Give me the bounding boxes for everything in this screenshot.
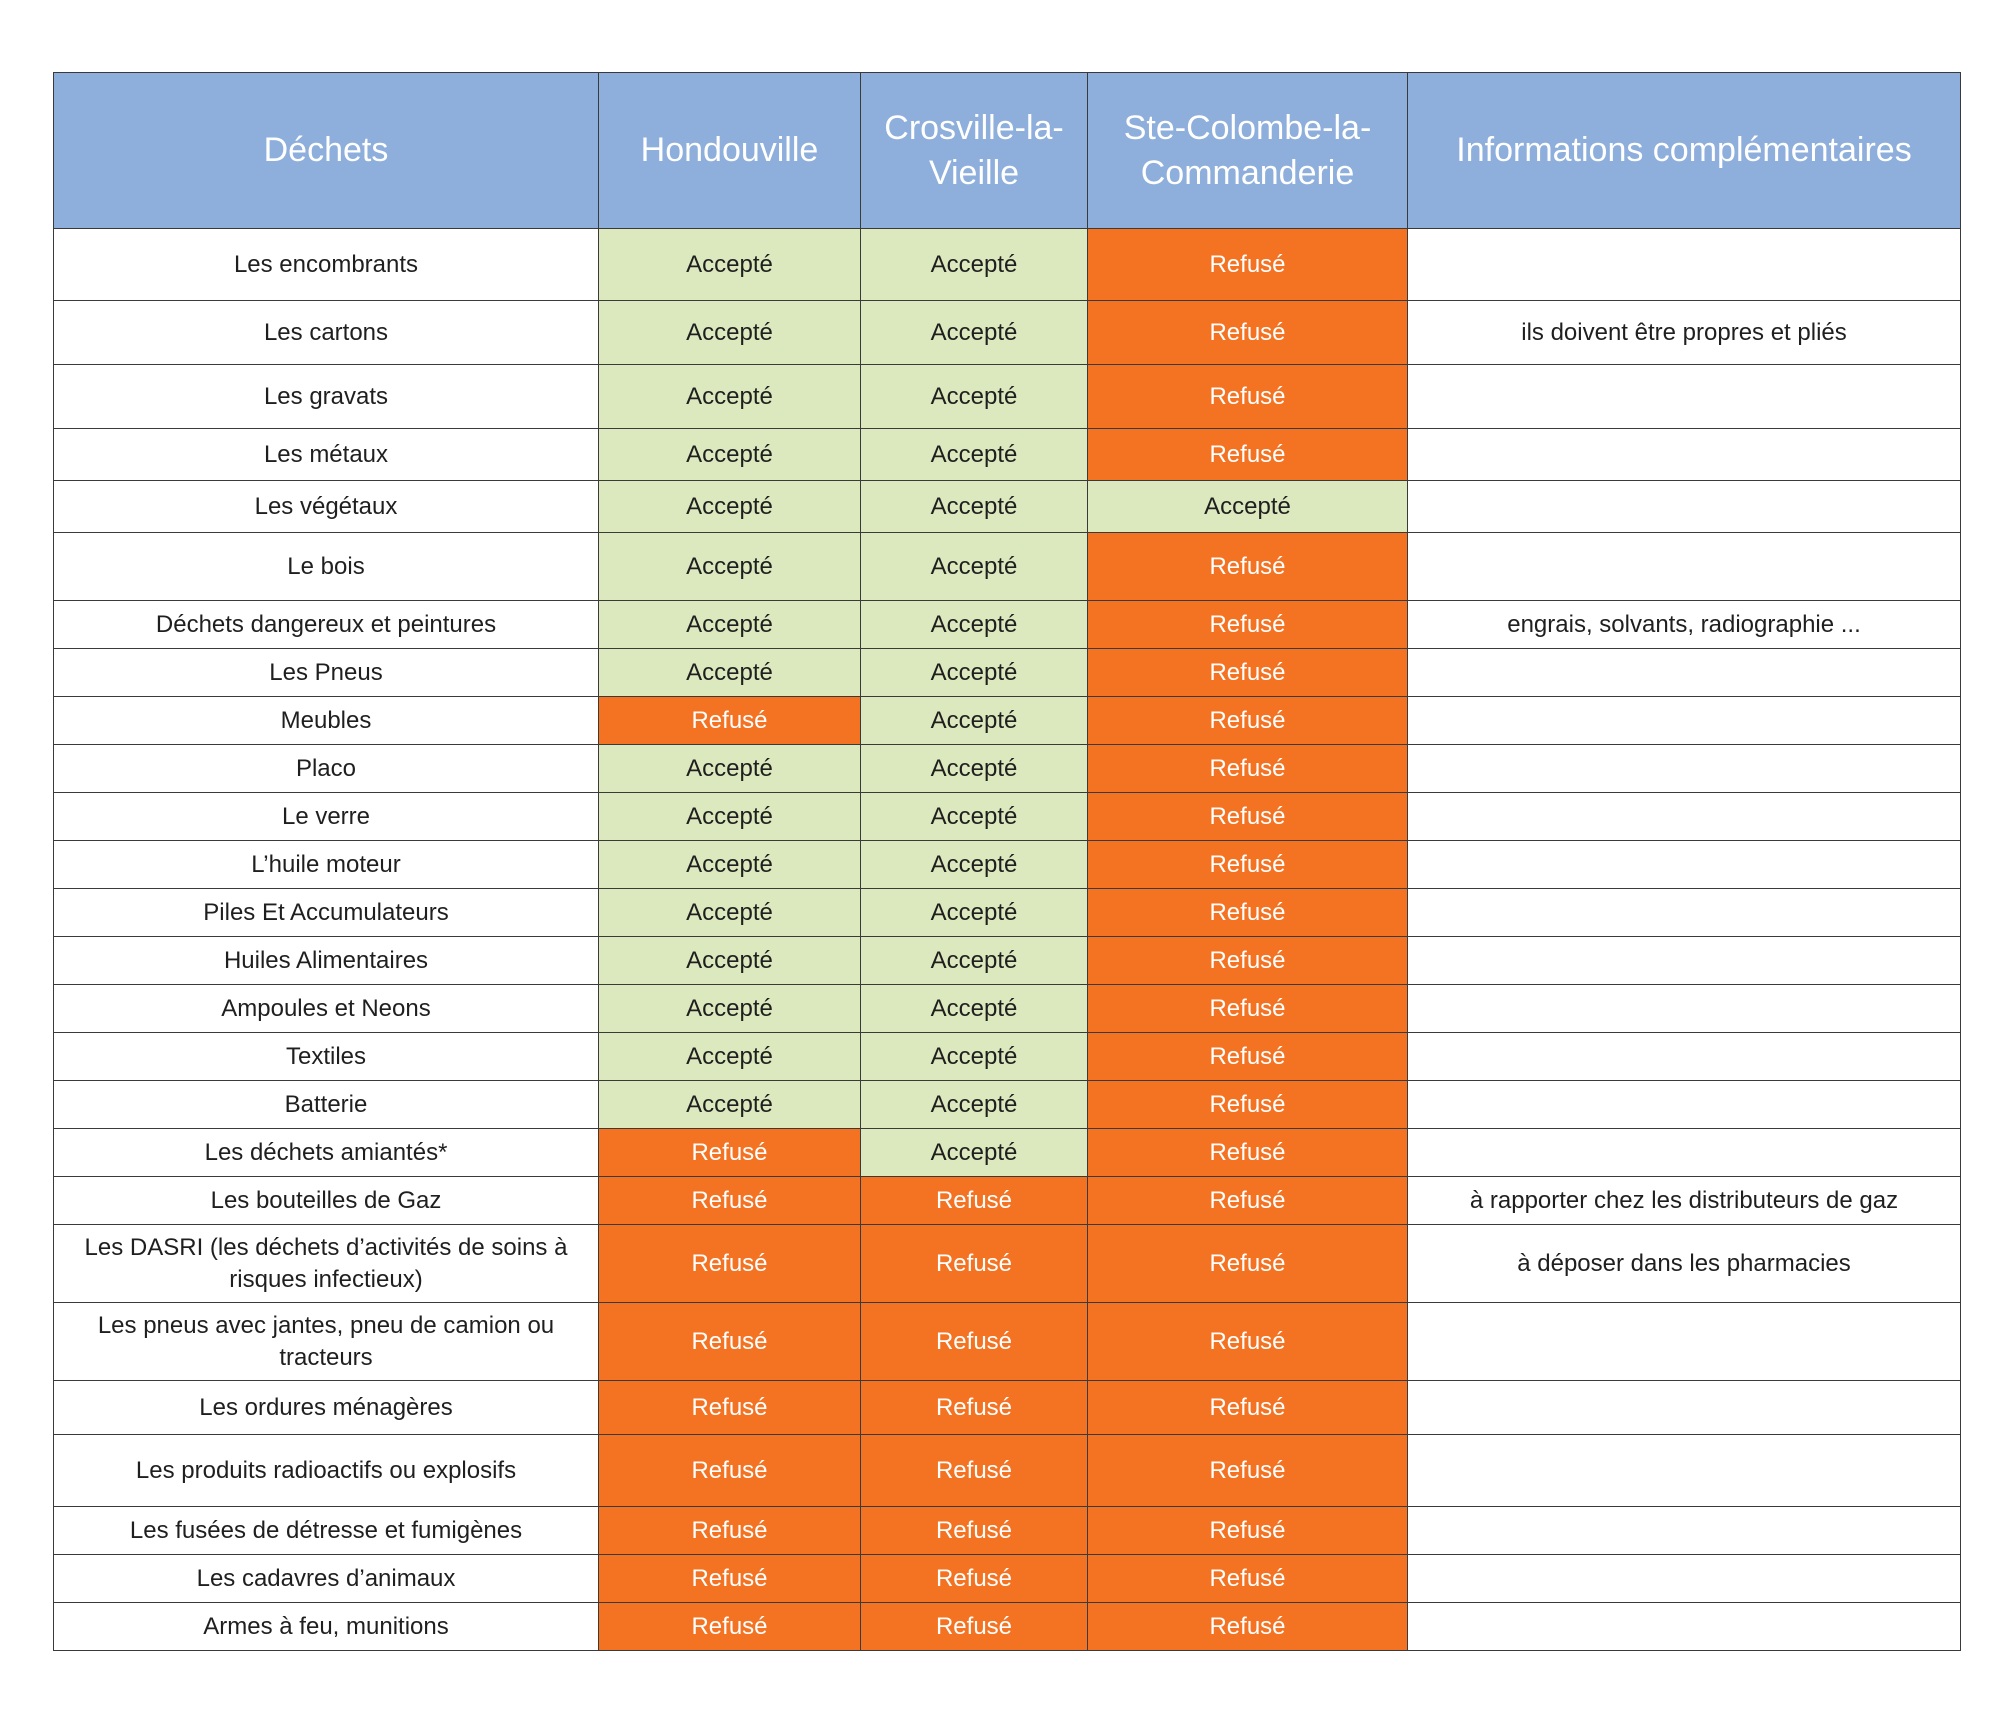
ste-colombe-status-cell: Refusé [1088,1033,1408,1081]
ste-colombe-status-cell: Refusé [1088,1507,1408,1555]
table-row [54,301,1961,365]
crosville-status-cell: Refusé [861,1435,1088,1507]
hondouville-status-cell: Accepté [599,889,861,937]
waste-type-cell: Les pneus avec jantes, pneu de camion ou tracteurs [54,1303,599,1381]
table-row [54,937,1961,985]
ste-colombe-status-cell: Refusé [1088,229,1408,301]
hondouville-status-cell: Refusé [599,1381,861,1435]
waste-type-cell: Le verre [54,793,599,841]
waste-type-cell: Les végétaux [54,481,599,533]
table-row [54,1555,1961,1603]
ste-colombe-status-cell: Refusé [1088,1225,1408,1303]
crosville-status-cell: Refusé [861,1507,1088,1555]
crosville-status-cell: Refusé [861,1225,1088,1303]
hondouville-status-cell: Refusé [599,1303,861,1381]
crosville-status-cell: Accepté [861,985,1088,1033]
crosville-status-cell: Accepté [861,889,1088,937]
crosville-status-cell: Refusé [861,1177,1088,1225]
ste-colombe-status-cell: Refusé [1088,1129,1408,1177]
table-row [54,601,1961,649]
crosville-status-cell: Accepté [861,365,1088,429]
table-row [54,889,1961,937]
crosville-status-cell: Refusé [861,1555,1088,1603]
ste-colombe-status-cell: Refusé [1088,841,1408,889]
waste-type-cell: Les fusées de détresse et fumigènes [54,1507,599,1555]
crosville-status-cell: Accepté [861,1033,1088,1081]
crosville-status-cell: Accepté [861,697,1088,745]
crosville-status-cell: Accepté [861,745,1088,793]
ste-colombe-status-cell: Refusé [1088,1381,1408,1435]
hondouville-status-cell: Refusé [599,1177,861,1225]
hondouville-status-cell: Refusé [599,1435,861,1507]
table-row [54,1603,1961,1651]
crosville-status-cell: Refusé [861,1381,1088,1435]
hondouville-status-cell: Refusé [599,1603,861,1651]
info-cell [1408,481,1961,533]
table-row [54,533,1961,601]
ste-colombe-status-cell: Refusé [1088,745,1408,793]
table-row [54,429,1961,481]
waste-type-cell: Les Pneus [54,649,599,697]
crosville-status-cell: Accepté [861,649,1088,697]
waste-type-cell: Les gravats [54,365,599,429]
ste-colombe-status-cell: Refusé [1088,1435,1408,1507]
waste-type-cell: Meubles [54,697,599,745]
hondouville-status-cell: Accepté [599,649,861,697]
info-cell [1408,1507,1961,1555]
ste-colombe-status-cell: Refusé [1088,649,1408,697]
info-cell [1408,841,1961,889]
waste-type-cell: Huiles Alimentaires [54,937,599,985]
waste-type-cell: Les encombrants [54,229,599,301]
waste-type-cell: Ampoules et Neons [54,985,599,1033]
info-cell [1408,533,1961,601]
header-ste-colombe: Ste-Colombe-la-Commanderie [1088,73,1408,229]
hondouville-status-cell: Refusé [599,1555,861,1603]
info-cell [1408,937,1961,985]
crosville-status-cell: Accepté [861,301,1088,365]
hondouville-status-cell: Refusé [599,1507,861,1555]
ste-colombe-status-cell: Refusé [1088,1081,1408,1129]
info-cell [1408,985,1961,1033]
table-row [54,1033,1961,1081]
info-cell [1408,1081,1961,1129]
hondouville-status-cell: Accepté [599,985,861,1033]
info-cell: ils doivent être propres et pliés [1408,301,1961,365]
waste-type-cell: Les ordures ménagères [54,1381,599,1435]
info-cell [1408,697,1961,745]
hondouville-status-cell: Accepté [599,841,861,889]
header-dechets: Déchets [54,73,599,229]
crosville-status-cell: Accepté [861,1081,1088,1129]
table-row [54,229,1961,301]
hondouville-status-cell: Refusé [599,1129,861,1177]
crosville-status-cell: Accepté [861,937,1088,985]
table-row [54,745,1961,793]
waste-type-cell: Les bouteilles de Gaz [54,1177,599,1225]
info-cell [1408,1381,1961,1435]
info-cell [1408,793,1961,841]
ste-colombe-status-cell: Accepté [1088,481,1408,533]
info-cell [1408,1555,1961,1603]
waste-type-cell: Placo [54,745,599,793]
table-row [54,1225,1961,1303]
hondouville-status-cell: Refusé [599,1225,861,1303]
table-row [54,1081,1961,1129]
header-crosville: Crosville-la-Vieille [861,73,1088,229]
table-row [54,649,1961,697]
crosville-status-cell: Accepté [861,229,1088,301]
table-row [54,365,1961,429]
hondouville-status-cell: Accepté [599,229,861,301]
ste-colombe-status-cell: Refusé [1088,601,1408,649]
info-cell: à déposer dans les pharmacies [1408,1225,1961,1303]
waste-type-cell: Déchets dangereux et peintures [54,601,599,649]
ste-colombe-status-cell: Refusé [1088,697,1408,745]
info-cell [1408,649,1961,697]
header-hondouville: Hondouville [599,73,861,229]
ste-colombe-status-cell: Refusé [1088,1177,1408,1225]
crosville-status-cell: Accepté [861,533,1088,601]
ste-colombe-status-cell: Refusé [1088,301,1408,365]
ste-colombe-status-cell: Refusé [1088,429,1408,481]
crosville-status-cell: Accepté [861,481,1088,533]
ste-colombe-status-cell: Refusé [1088,365,1408,429]
crosville-status-cell: Accepté [861,1129,1088,1177]
table-row [54,841,1961,889]
waste-type-cell: Piles Et Accumulateurs [54,889,599,937]
table-row [54,1435,1961,1507]
hondouville-status-cell: Accepté [599,1033,861,1081]
crosville-status-cell: Refusé [861,1303,1088,1381]
table-row [54,1129,1961,1177]
table-row [54,793,1961,841]
hondouville-status-cell: Accepté [599,745,861,793]
info-cell [1408,365,1961,429]
info-cell [1408,1435,1961,1507]
waste-type-cell: Armes à feu, munitions [54,1603,599,1651]
waste-acceptance-table [53,72,1961,1651]
info-cell [1408,745,1961,793]
ste-colombe-status-cell: Refusé [1088,1603,1408,1651]
info-cell: à rapporter chez les distributeurs de gaz [1408,1177,1961,1225]
waste-type-cell: Les métaux [54,429,599,481]
table-row [54,1381,1961,1435]
hondouville-status-cell: Accepté [599,365,861,429]
info-cell [1408,229,1961,301]
table-row [54,697,1961,745]
table-body [54,229,1961,1651]
table-row [54,481,1961,533]
waste-type-cell: Les cartons [54,301,599,365]
waste-type-cell: L’huile moteur [54,841,599,889]
header-informations: Informations complémentaires [1408,73,1961,229]
hondouville-status-cell: Accepté [599,793,861,841]
hondouville-status-cell: Accepté [599,1081,861,1129]
info-cell [1408,1129,1961,1177]
crosville-status-cell: Accepté [861,601,1088,649]
waste-type-cell: Les déchets amiantés* [54,1129,599,1177]
table-row [54,1507,1961,1555]
hondouville-status-cell: Accepté [599,937,861,985]
info-cell [1408,889,1961,937]
crosville-status-cell: Accepté [861,841,1088,889]
table-row [54,1303,1961,1381]
waste-type-cell: Textiles [54,1033,599,1081]
crosville-status-cell: Accepté [861,793,1088,841]
ste-colombe-status-cell: Refusé [1088,985,1408,1033]
ste-colombe-status-cell: Refusé [1088,889,1408,937]
crosville-status-cell: Refusé [861,1603,1088,1651]
hondouville-status-cell: Accepté [599,601,861,649]
waste-type-cell: Les cadavres d’animaux [54,1555,599,1603]
ste-colombe-status-cell: Refusé [1088,1555,1408,1603]
table-row [54,1177,1961,1225]
waste-type-cell: Les produits radioactifs ou explosifs [54,1435,599,1507]
hondouville-status-cell: Refusé [599,697,861,745]
ste-colombe-status-cell: Refusé [1088,1303,1408,1381]
table-row [54,985,1961,1033]
crosville-status-cell: Accepté [861,429,1088,481]
ste-colombe-status-cell: Refusé [1088,793,1408,841]
waste-type-cell: Le bois [54,533,599,601]
info-cell: engrais, solvants, radiographie ... [1408,601,1961,649]
hondouville-status-cell: Accepté [599,301,861,365]
waste-type-cell: Batterie [54,1081,599,1129]
info-cell [1408,1033,1961,1081]
hondouville-status-cell: Accepté [599,481,861,533]
header-row [54,73,1961,229]
ste-colombe-status-cell: Refusé [1088,937,1408,985]
info-cell [1408,1603,1961,1651]
info-cell [1408,1303,1961,1381]
hondouville-status-cell: Accepté [599,533,861,601]
ste-colombe-status-cell: Refusé [1088,533,1408,601]
hondouville-status-cell: Accepté [599,429,861,481]
waste-type-cell: Les DASRI (les déchets d’activités de soins à risques infectieux) [54,1225,599,1303]
info-cell [1408,429,1961,481]
